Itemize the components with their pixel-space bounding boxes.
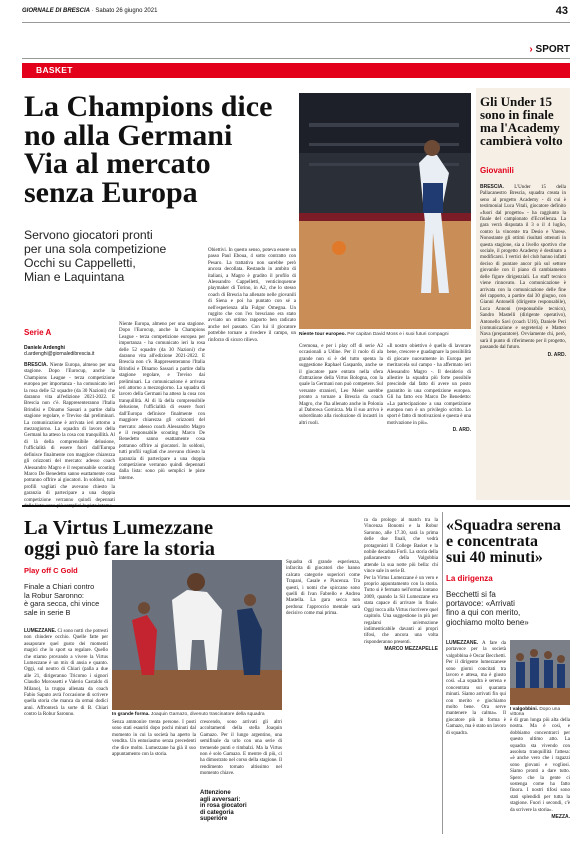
dirigenza-col-2: è di gran lunga più alta della nostra. Ma è così, e dobbiamo concentrarci per questo ultimo atto. La squadra sta vivendo con assoluta tranquillità l'attesa: «è anche vero che i ragazzi sono giovani e vogliosi. Siamo pronti a dare tutto. Spero che la gente ci sostenga come ha fatto finora. I nostri tifosi sono stati splendidi per tutta la stagione. Fuori i secondi, c'è da scrivere la storia». MEZZA. — [510, 718, 570, 821]
virtus-col-2: Senza ammonire trenta persone. I posti sono stati esauriti dopo pochi minuti dal momento in cui la società ha aperto la vendita. Un entusiasmo senza precedenti che dice molto. Lumezzane ha già il suo appuntamento con la storia. — [112, 720, 196, 758]
virtus-photo-illustration — [112, 560, 282, 710]
issue-date: Sabato 26 giugno 2021 — [95, 8, 158, 14]
main-col-3: Cremona, e per i play off di serie A2 occasionali a Udine. Per il ruolo di ala grande non si è del tutto spenta la suggestione Raphael Gaspardo, anche se il giocatore pare entrato nella sfera d'attrazione della Virtus Bologna, con la quale la Germani non può competere. Sul versante stranieri, Leo Meier sarebbe pronto a tornare a Brescia da coach Magro, che l'ha allenato anche in Polonia al Dabrowa Gornicza. Ma il suo arrivo è subordinato alla risoluzione di incastri in altri ruoli. — [299, 344, 383, 426]
side-col: BRESCIA. L'Under 15 della Pallacanestro Brescia, squadra creata in seno al progetto Academy - di cui è testimonial Luca Vitali, giocatore definito «fuori dal progetto» - ha raggiunto la finale del campionato d'Eccellenza. La gara verrà disputata il 3 o il 4 luglio, contro la vincente tra Desio e Varese. Nonostante gli ottimi risultati ottenuti in questa stagione, sia a livello sportivo che sociale, il progetto Academy è destinato a modificarsi. I vertici del club hanno infatti deciso di puntare ancor più sul settore giovanile con il piano di cambiamento delle figure dirigenziali. Lo staff tecnico viene rinnovato. La comunicazione è arrivata con la comunicazione delle fine del rapporto, a partire dal 30 giugno, con Gianni Antonelli (dirigente responsabile), Luca Annoni (responsabile tecnico), Sandro Mastelli (dirigente operativo), Antonello Savi (coach U16), Daniele Peri (comunicazione e segreteria) e Matteo Nava (preparatore). Ovviamente chi, però, sarà il punto di riferimento per il progetto, passando dal futuro. D. ARD. — [480, 184, 566, 358]
main-headline: La Champions dice no alla Germani Via al mercato senza Europa — [24, 90, 273, 209]
bottom-vertical-divider — [442, 512, 443, 834]
dirigenza-subhead: Becchetti si fa portavoce: «Arrivati fino a qui con merito, giochiamo molto bene» — [446, 590, 529, 627]
basketball-photo — [299, 93, 471, 329]
main-byline: Daniele Ardenghi d.ardenghi@giornaledibrescia.it — [24, 345, 95, 357]
virtus-tag: Play off C Gold — [24, 566, 78, 575]
side-tag: Giovanili — [480, 166, 514, 175]
virtus-photo-caption: In grande forma. Joaquin Gamazo, divenuto trascinatore della squadra — [112, 712, 265, 717]
dirigenza-headline: «Squadra serena e concentrata sui 40 minuti» — [446, 517, 561, 566]
main-tag: Serie A — [24, 328, 52, 337]
basketball-photo-caption: Niente tour europeo. Per capitan David Moss e i suoi futuri compagni — [299, 332, 449, 337]
valgobbini-photo — [510, 640, 570, 705]
virtus-col-4: Squadra di grande esperienza, infarcita di giocatori che hanno calcato categorie superiori come Trapani, Casale e Piacenza. Tra questi, i nomi che spiccano sono quelli di Ivan Fabrello e Andrea Mastella. La gara secca non perdona: l'approccio mentale sarà decisivo come mai prima. — [286, 560, 360, 617]
header-divider — [22, 22, 570, 23]
virtus-col-1: LUMEZZANE. Ci sono notti che potresti non chiudere occhio. Quelle fatte per assaporare quel gusto dei momenti magici che lo sport sa regalare. Quello che stiamo provando a vivere la Virtus Lumezzane è un mix di ansia e quanto. Oggi, sul neutro di Chiari (palla a due alle 21, dirigeranno Tricomo i signori Claudio Morossetti e Valerio Castaldo di Milano), la truppa allenata da coach Fabio Saputo avrà l'occasione di scrivere quella storia che manca da ormai dodici anni. Affronterà la sorte di B. Chiari contro la Robur Saronno. — [24, 628, 108, 718]
main-col-1: BRESCIA. Niente Europa, almeno per una stagione. Dopo l'Eurocup, anche la Champions League - terza competizione europea per importanza - ha comunicato ieri la rosa delle 52 squadre (da 30 Nazioni) che daranno vita all'edizione 2021-2022. E Brescia non c'è. Rappresenteranno l'Italia Brindisi e Dinamo Sassari a partire dalla stagione regolare, e Treviso dai preliminari. La comunicazione è arrivata ieri attorno a mezzogiorno. La squadra di lavoro della Germani ha atteso la cosa con tranquillità. Al di là della comprensibile delusione, l'ufficialità di essere fuori dall'Europa definisce finalmente con maggiore chiarezza gli orizzonti del mercato: adesso coach Alessandro Magro e il responsabile scouting Marco De Benedetto sanno esattamente cosa potranno offrire ai giocatori. In soldoni, tutti profili vagliati che avevano chiesto la garanzia di partecipare a una doppia competizione verranno quindi depennati — [24, 362, 115, 503]
dirigenza-tag: La dirigenza — [446, 574, 493, 583]
dirigenza-col-1: LUMEZZANE. A fare da portavoce per la società valgobbina è Oscar Becchetti. Per il dirigente lumezzanese sono giorni concitati tra lavoro e attesa, ma è giusto così. «La squadra è serena e concentrata sui quaranta minuti. Siamo arrivati fin qui con merito e giochiamo molto bene. Ora serve mantenere la calma». Il giocatore più in forma è Gamazo, ma è stato un lavoro di squadra. — [446, 640, 506, 736]
main-subhead: Servono giocatori pronti per una sola competizione Occhi su Cappelletti, Mian e Laquintana — [24, 228, 167, 285]
publication-name: GIORNALE DI BRESCIA — [22, 8, 91, 14]
page-header — [0, 0, 580, 22]
valgobbini-photo-caption: I valgobbini. Dopo una vittoria — [510, 707, 561, 717]
publication-info: GIORNALE DI BRESCIA · Sabato 26 giugno 2021 — [22, 8, 158, 14]
section-divider — [22, 58, 570, 59]
basketball-photo-illustration — [299, 93, 471, 329]
section-label: › SPORT — [529, 44, 570, 55]
page-number: 43 — [555, 5, 568, 17]
virtus-subhead: Finale a Chiari contro la Robur Saronno: è gara secca, chi vince sale in serie B — [24, 582, 100, 617]
main-col-2: Obiettivi. In questo senso, poteva essere un passo Paul Eboua, 4 sotto contratto con Pesaro. La trattativa non sarebbe però ancora decollata. Restando in ambito di italiani, a Magro è gradito il profilo di Alessandro Cappelletti, venticinquenne playmaker di Torino, in A2, che lo stesso coach di Brescia ha allenato nelle giovanili di Siena e poi ha puntato con sé a nell'esperienza alla Fulgor Omegna. Un ruggito che con l'ex bresciano era stato avviato un ottimo rapporto ben radicato anche nel passato. Con lui il giocatore potrebbe tornare a rivedere il campo, un rinforzo di sicuro rilievo. — [208, 248, 296, 343]
category-banner: BASKET — [22, 63, 570, 78]
virtus-col-5: ra da prologo al match tra la Vincenza Bonomi e la Robur Saronno, alle 17.30, sarà la prima delle due finali, che vedrà protagonisti Il College Basket e la nobile decaduta Forlì. La storia della pallacanestro della Valgobbia attende la sua notte più bella: chi vince sale in serie B. Per la Virtus Lumezzane è un vero e proprio appuntamento con la storia. Tutto si è fermato nell'ormai lontano 2009, quando la Sil Lumezzane era stata capace di arrivare in finale. Oggi tocca alla Virtus riscrivere quel capitolo. Una suggestione in più per regalarsi un'emozione indimenticabile davanti ai propri tifosi, che ancora una volta risponderanno presenti. MARCO MEZZAPELLE — [364, 518, 438, 653]
virtus-photo — [112, 560, 282, 710]
mid-divider — [22, 505, 570, 507]
valgobbini-photo-illustration — [510, 640, 570, 705]
main-col-4: «Il nostro obiettivo è quello di lavorare bene, crescere e guadagnare la possibilità di giocare nuovamente in Europa per meritarcela sul campo - ha affermato ieri Alessandro Magro -. Il desiderio di allestire la squadra più forte possibile prescinde dal fatto di avere un posto garantito in una competizione europea. Gli ha fatto eco Marco De Benedetto: «La partecipazione a una competizione europea non è un privilegio scritto. Lo sport è fatto di motivazioni e questa è una motivazione in più». D. ARD. — [387, 344, 471, 434]
main-col-1b: Niente Europa, almeno per una stagione. Dopo l'Eurocup, anche la Champions League - terza competizione europea per importanza - ha comunicato ieri la rosa delle 52 squadre (da 30 Nazioni) che daranno vita all'edizione 2021-2022. E Brescia non c'è. Rappresenteranno l'Italia Brindisi e Dinamo Sassari a partire dalla stagione regolare, e Treviso dai preliminari. La comunicazione è arrivata ieri attorno a mezzogiorno. La squadra di lavoro della Germani ha atteso la cosa con tranquillità. Al di là della comprensibile delusione, l'ufficialità di essere fuori dall'Europa definisce finalmente con maggiore chiarezza gli orizzonti del mercato: adesso coach Alessandro Magro e il responsabile scouting Marco De Benedetto sanno esattamente cosa potranno offrire ai giocatori. In soldoni, tutti profili vagliati che avevano chiesto la garanzia di partecipare a una doppia competizione verranno quindi depennati dalla lista: sono più semplici le piste interne. — [119, 322, 205, 481]
virtus-col-3: crescendo, sono arrivati gli altri accoltamenti della stella Joaquin Gamazo. Per il lungo argentino, una semifinale da urlo con una serie di tremende punti e rimbalzi. Ma la Virtus non è solo Gamazo. E mentre di più, ci ha dimostrato nel corso della stagione. Il rendimento tornato altissimo nel momento chiave. — [200, 720, 282, 777]
side-headline: Gli Under 15 sono in finale ma l'Academy cambierà volto — [480, 94, 563, 148]
virtus-pullquote: Attenzione agli avversari: in rosa giocatori di categoria superiore — [200, 790, 247, 823]
virtus-headline: La Virtus Lumezzane oggi può fare la storia — [24, 517, 215, 560]
